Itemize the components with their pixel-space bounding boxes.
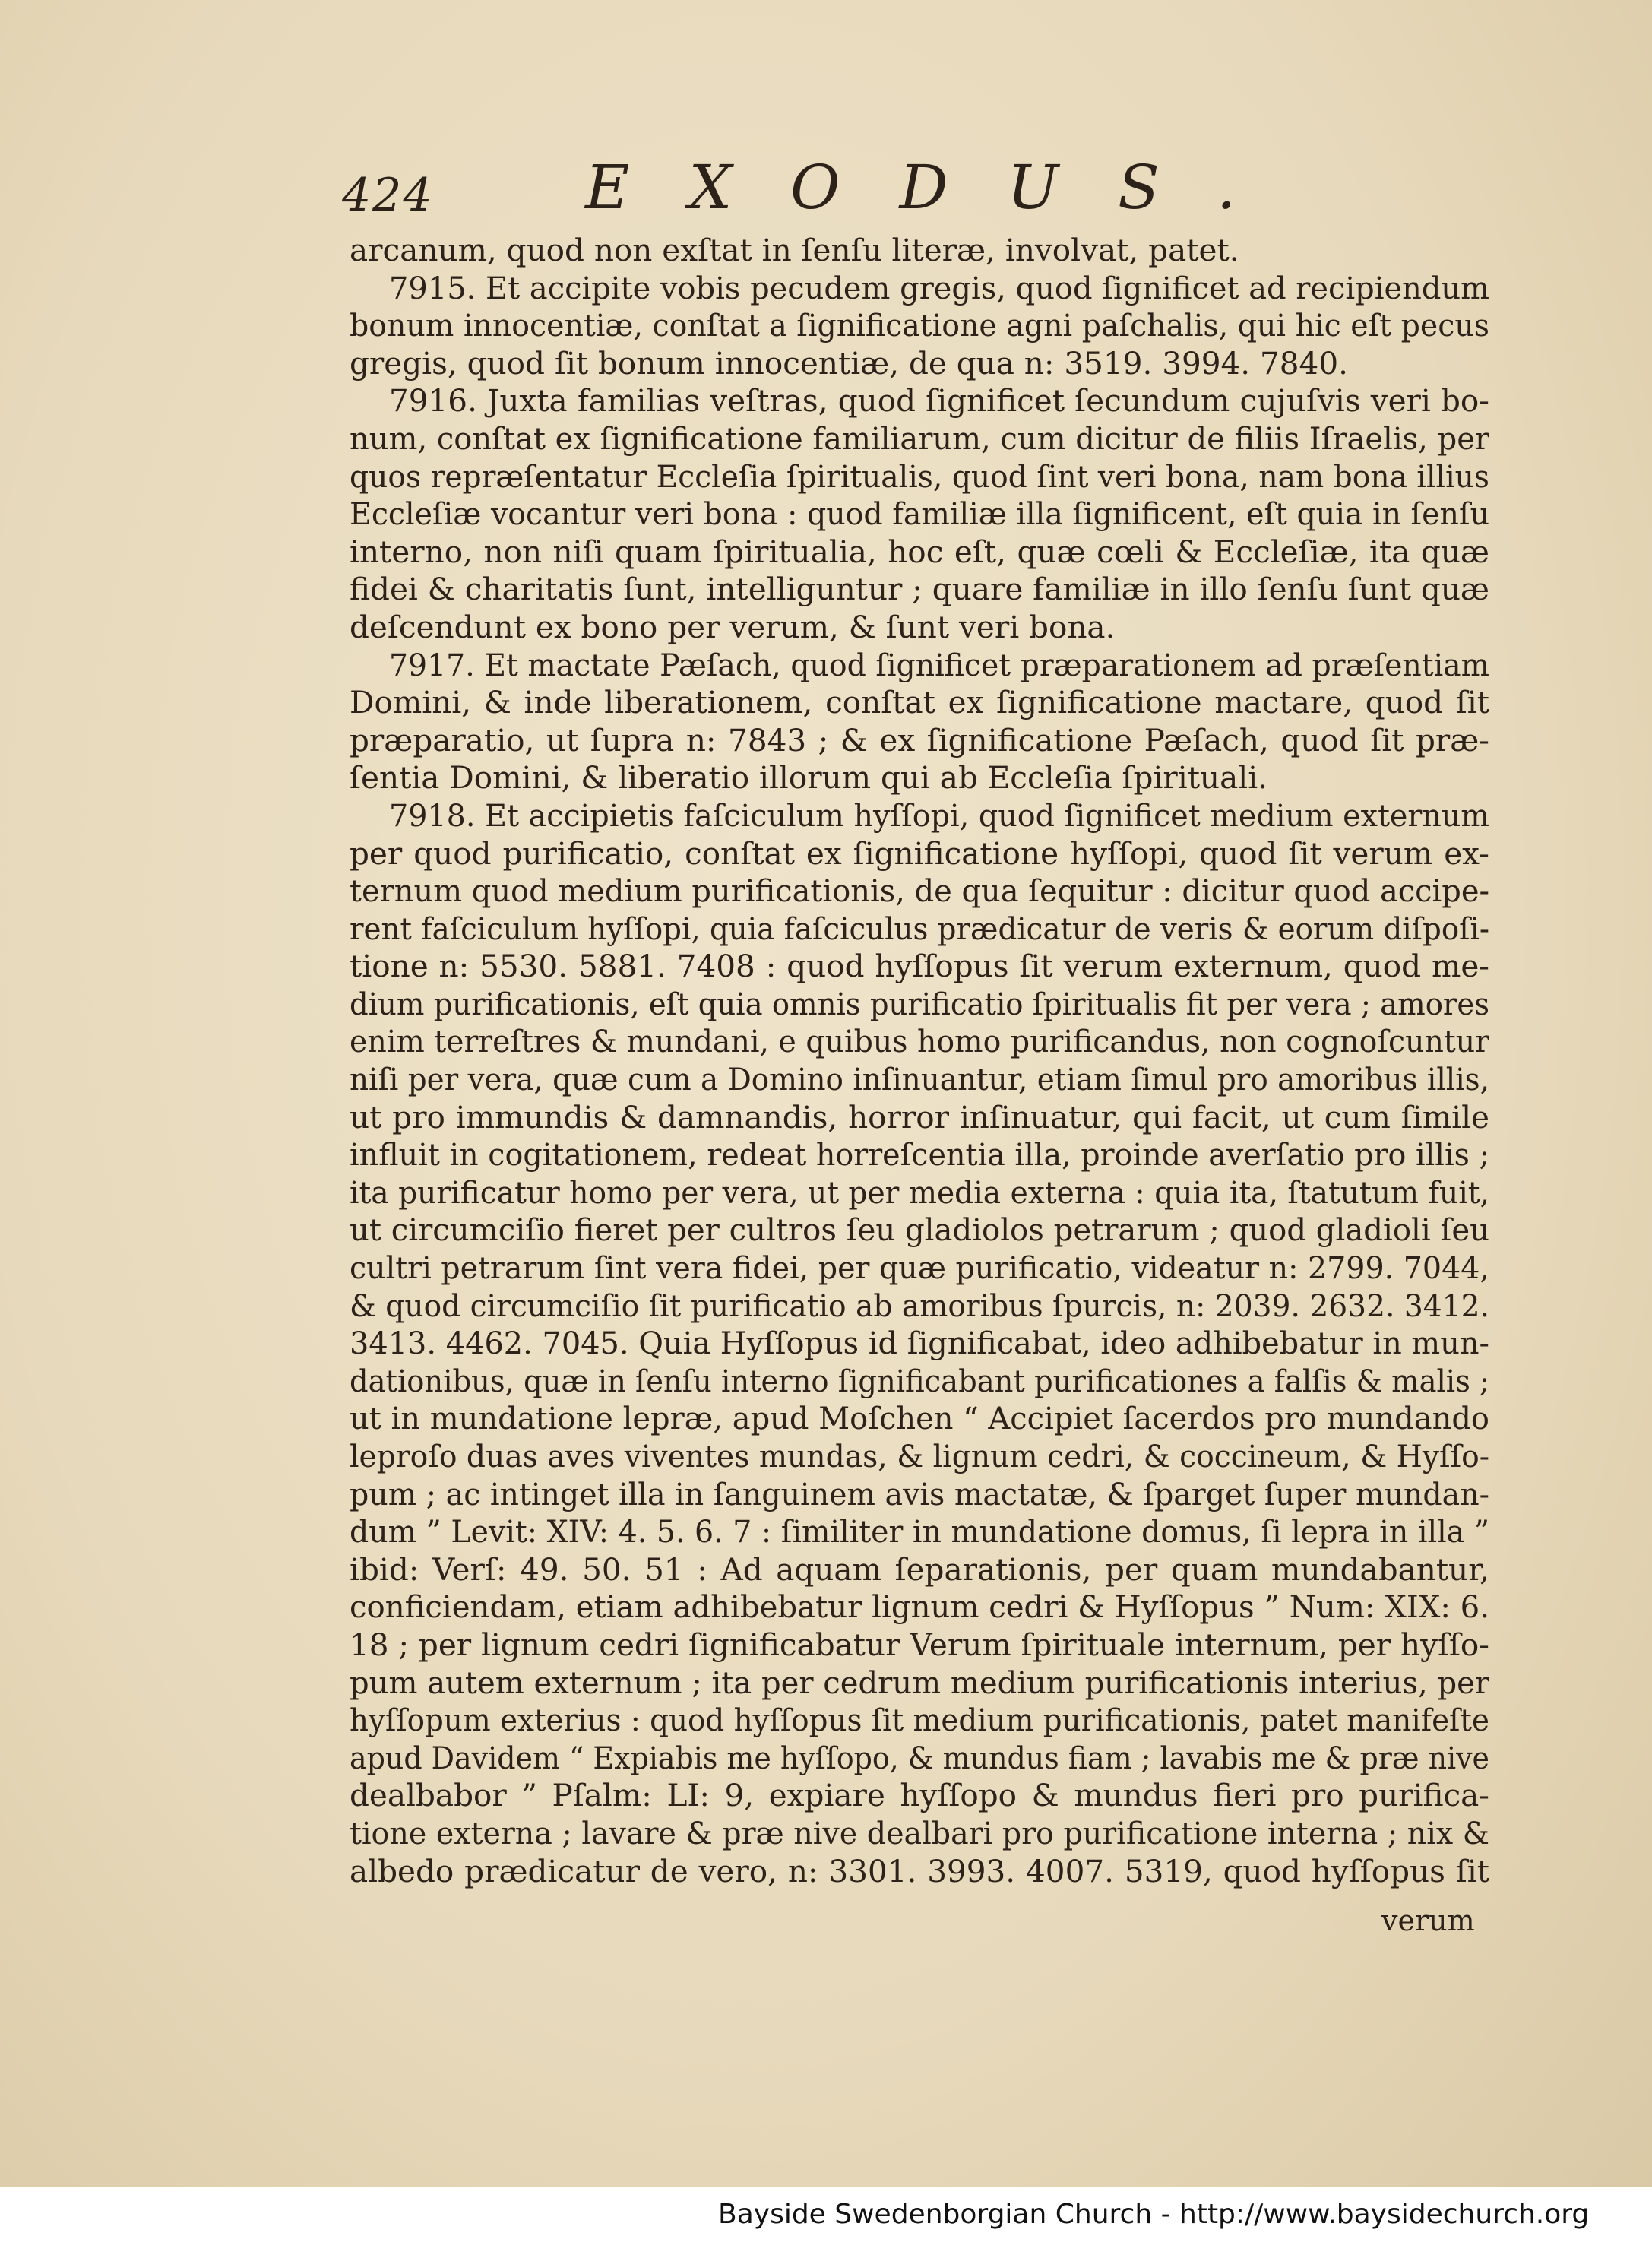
text-line: præparatio, ut ſupra n: 7843 ; & ex ſignificatione Pæſach, quod ſit præ- xyxy=(350,721,1489,758)
text-line: 18 ; per lignum cedri ſignificabatur Verum ſpirituale internum, per hyſſo- xyxy=(350,1626,1489,1663)
text-line: leproſo duas aves viventes mundas, & lignum cedri, & coccineum, & Hyſſo- xyxy=(350,1438,1489,1474)
text-line: 7916. Juxta familias veſtras, quod ſignificet ſecundum cujuſvis veri bo- xyxy=(389,382,1489,420)
text-line: 7917. Et mactate Pæſach, quod ſignificet præparationem ad præſentiam xyxy=(389,646,1489,683)
text-line: dationibus, quæ in ſenſu interno ſignificabant purificationes a falſis & malis ; xyxy=(350,1362,1489,1399)
text-line: tione n: 5530. 5881. 7408 : quod hyſſopus ſit verum externum, quod me- xyxy=(350,948,1489,985)
footer-watermark: Bayside Swedenborgian Church - http://www.baysidechurch.org xyxy=(718,2199,1590,2230)
text-line: gregis, quod ſit bonum innocentiæ, de qua n: 3519. 3994. 7840. xyxy=(350,344,1348,382)
text-line: deſcendunt ex bono per verum, & ſunt veri bona. xyxy=(350,608,1116,645)
footer-bar xyxy=(0,2187,1652,2258)
text-line: dealbabor ” Pſalm: LI: 9, expiare hyſſopo & mundus fieri pro purifica- xyxy=(350,1777,1489,1814)
text-line: & quod circumciſio ſit purificatio ab amoribus ſpurcis, n: 2039. 2632. 3412. xyxy=(350,1287,1489,1324)
text-line: niſi per vera, quæ cum a Domino inſinuantur, etiam ſimul pro amoribus illis, xyxy=(350,1061,1489,1098)
text-line: ſentia Domini, & liberatio illorum qui ab Eccleſia ſpirituali. xyxy=(350,759,1268,796)
text-line: 7918. Et accipietis faſciculum hyſſopi, quod ſignificet medium externum xyxy=(389,796,1489,834)
text-line: per quod purificatio, conſtat ex ſignificatione hyſſopi, quod ſit verum ex- xyxy=(350,834,1489,872)
text-line: Eccleſiæ vocantur veri bona : quod familiæ illa ſignificent, eſt quia in ſenſu xyxy=(350,496,1489,533)
text-line: apud Davidem “ Expiabis me hyſſopo, & mundus fiam ; lavabis me & præ nive xyxy=(350,1739,1489,1776)
text-line: interno, non niſi quam ſpiritualia, hoc eſt, quæ cœli & Eccleſiæ, ita quæ xyxy=(350,533,1489,570)
text-line: ita purificatur homo per vera, ut per media externa : quia ita, ſtatutum fuit, xyxy=(350,1173,1489,1211)
text-line: ternum quod medium purificationis, de qua ſequitur : dicitur quod accipe- xyxy=(350,872,1489,910)
text-line: bonum innocentiæ, conſtat a ſignificatione agni paſchalis, qui hic eſt pecus xyxy=(350,307,1489,344)
text-line: conficiendam, etiam adhibebatur lignum cedri & Hyſſopus ” Num: XIX: 6. xyxy=(350,1588,1489,1626)
body-text xyxy=(350,232,1489,1890)
text-line: fidei & charitatis ſunt, intelliguntur ; quare familiæ in illo ſenſu ſunt quæ xyxy=(350,571,1489,608)
text-line: pum autem externum ; ita per cedrum medium purificationis interius, per xyxy=(350,1664,1489,1701)
text-line: 7915. Et accipite vobis pecudem gregis, quod ſignificet ad recipiendum xyxy=(389,269,1489,306)
text-line: 3413. 4462. 7045. Quia Hyſſopus id ſignificabat, ideo adhibebatur in mun- xyxy=(350,1325,1489,1362)
text-line: tione externa ; lavare & præ nive dealbari pro purificatione interna ; nix & xyxy=(350,1814,1489,1851)
text-line: ut in mundatione lepræ, apud Moſchen “ Accipiet ſacerdos pro mundando xyxy=(350,1400,1489,1437)
text-line: albedo prædicatur de vero, n: 3301. 3993. 4007. 5319, quod hyſſopus ſit xyxy=(350,1852,1489,1889)
text-line: dum ” Levit: XIV: 4. 5. 6. 7 : ſimiliter in mundatione domus, ſi lepra in illa ” xyxy=(350,1513,1489,1550)
running-title: EXODUS. xyxy=(585,152,1296,223)
text-line: Domini, & inde liberationem, conſtat ex ſignificatione mactare, quod ſit xyxy=(350,684,1489,721)
text-line: quos repræſentatur Eccleſia ſpiritualis, quod ſint veri bona, nam bona illius xyxy=(350,458,1489,495)
page-number: 424 xyxy=(342,169,434,222)
text-line: num, conſtat ex ſignificatione familiarum, cum dicitur de filiis Iſraelis, per xyxy=(350,420,1489,457)
catchword: verum xyxy=(1381,1904,1475,1937)
text-line: enim terreſtres & mundani, e quibus homo purificandus, non cognoſcuntur xyxy=(350,1023,1489,1060)
text-line: pum ; ac intinget illa in ſanguinem avis mactatæ, & ſparget ſuper mundan- xyxy=(350,1475,1489,1512)
text-line: ibid: Verſ: 49. 50. 51 : Ad aquam ſeparationis, per quam mundabantur, xyxy=(350,1550,1489,1588)
text-line: arcanum, quod non exſtat in ſenſu literæ, involvat, patet. xyxy=(350,232,1239,268)
text-line: influit in cogitationem, redeat horreſcentia illa, proinde averſatio pro illis ; xyxy=(350,1136,1489,1173)
text-line: ut circumciſio fieret per cultros ſeu gladiolos petrarum ; quod gladioli ſeu xyxy=(350,1211,1489,1249)
text-line: cultri petrarum ſint vera fidei, per quæ purificatio, videatur n: 2799. 7044, xyxy=(350,1249,1489,1287)
text-line: hyſſopum exterius : quod hyſſopus ſit medium purificationis, patet manifeſte xyxy=(350,1702,1489,1739)
text-line: dium purificationis, eſt quia omnis purificatio ſpiritualis fit per vera ; amores xyxy=(350,985,1489,1022)
text-line: ut pro immundis & damnandis, horror inſinuatur, qui facit, ut cum ſimile xyxy=(350,1098,1489,1135)
text-line: rent faſciculum hyſſopi, quia faſciculus prædicatur de veris & eorum diſpoſi- xyxy=(350,910,1489,947)
page-header xyxy=(334,152,1520,236)
